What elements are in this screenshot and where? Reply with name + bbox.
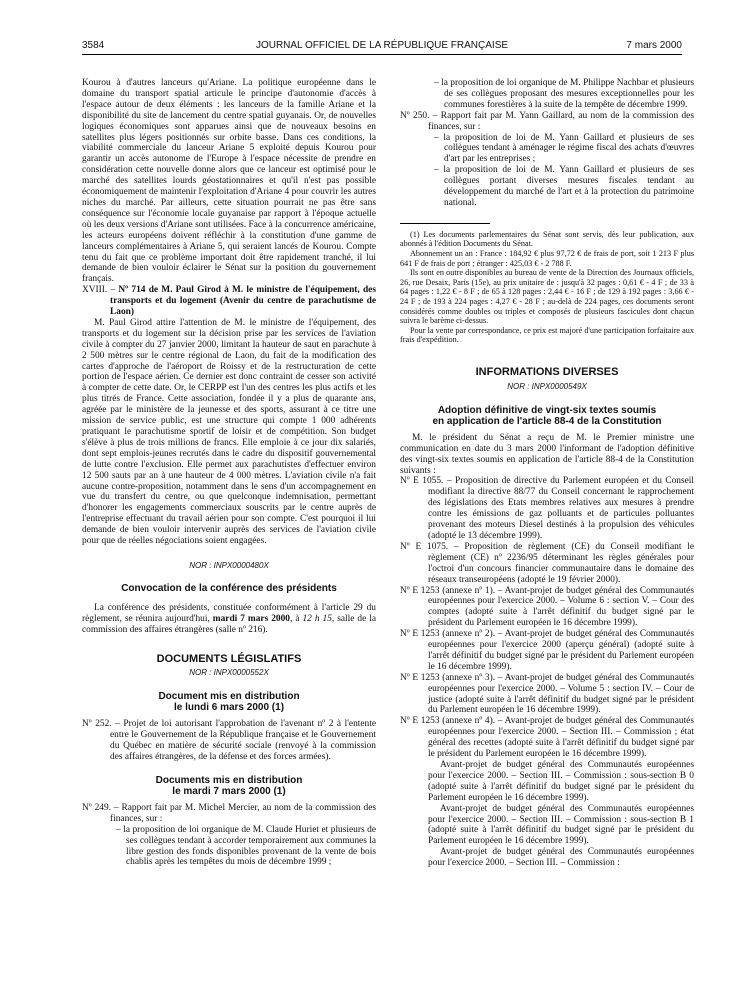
list-item: – la proposition de loi organique de M. Claude Huriet et plusieurs de ses collègues tendant à accorder temporairement aux communes la libre gestion des fonds disponibles provenant de la vente de bois chablis après les tempêtes du mois de décembre 1999 ; [116,824,376,868]
nor-code [82,668,376,679]
footnotes [400,230,694,345]
text-e1253-annex-2: Nº E 1253 (annexe nº 2). – Avant-projet de budget général des Communautés européennes pour l'exercice 2000 (aperçu général) (adopté suite à l'arrêt définitif du budget signé par le président du Parlement européen le 16 décembre 1999). [400,629,694,672]
distribution-heading [82,775,376,797]
footnote-rule [400,223,490,224]
text-e1253-annex-1: Nº E 1253 (annexe nº 1). – Avant-projet de budget général des Communautés européennes pour l'exercice 2000. – Volume 6 : section V. – Cour des comptes (adopté suite à l'arrêt définitif du budget signé par le président du Parlement européen le 16 décembre 1999). [400,585,694,629]
text-e1075: Nº E 1075. – Proposition de règlement (CE) du Conseil modifiant le règlement (CE) nº 2236/95 déterminant les règles générales pour l'octroi d'un concours financier communautaire dans le domaine des réseaux transeuropéens (adopté le 19 février 2000). [400,541,694,585]
list-item: – la proposition de loi de M. Yann Gaillard et plusieurs de ses collègues tendant à aménager le régime fiscal des achats d'œuvres d'art par les entreprises ; [434,132,694,165]
sub-section-continued: Avant-projet de budget général des Communautés européennes pour l'exercice 2000. – Section III. – Commission : [428,847,694,869]
docs-legislatifs-title: DOCUMENTS LÉGISLATIFS [156,652,302,665]
right-column [400,78,694,869]
heading-line: le lundi 6 mars 2000 (1) [173,702,285,714]
left-column [82,78,376,868]
adoption-intro: M. le président du Sénat a reçu de M. le Premier ministre une communication en date du 3 mars 2000 l'informant de l'adoption définitive des vingt-six textes soumis en application de l'article 88-4 de la Constitution suivants : [400,432,694,476]
sub-section-b1: Avant-projet de budget général des Communautés européennes pour l'exercice 2000. – Section III. – Commission : sous-section B 1 (adopté suite à l'arrêt définitif du budget signé par le président du Parlement européen le 16 décembre 1999). [428,803,694,847]
informations-diverses-title: INFORMATIONS DIVERSES [475,366,619,378]
text-e1253-annex-3: Nº E 1253 (annexe nº 3). – Avant-projet de budget général des Communautés européennes pour l'exercice 2000. – Volume 5 : section IV. – Cour de justice (adopté suite à l'arrêt définitif du budget signé par le président du Parlement européen le 16 décembre 1999). [400,672,694,716]
convocation-paragraph [82,603,376,636]
text-e1055: Nº E 1055. – Proposition de directive du Parlement européen et du Conseil modifiant la directive 88/77 du Conseil concernant le rapprochement des législations des Etats membres relatives aux mesures à prendre contre les émissions de gaz polluants et de particules polluantes provenant des moteurs Diesel destinés à la propulsion des véhicules (adopté le 13 décembre 1999). [400,476,694,541]
sub-section-b0: Avant-projet de budget général des Communautés européennes pour l'exercice 2000. – Section III. – Commission : sous-section B 0 (adopté suite à l'arrêt définitif du budget signé par le président du Parlement européen le 16 décembre 1999). [428,760,694,803]
adoption-heading [400,405,694,427]
document-252: Nº 252. – Projet de loi autorisant l'approbation de l'avenant nº 2 à l'entente entre le Gouvernement de la République française et le Gouvernement du Québec en matière de sécurité sociale (renvoyé à la commission des affaires étrangères, de la défense et des forces armées). [82,719,376,763]
issue-date: 7 mars 2000 [626,40,682,51]
text-run: , à [289,613,303,624]
footnote: Ils sont en outre disponibles au bureau de vente de la Direction des Journaux officiels, 26, rue Desaix, Paris (15e), au prix unitaire de : jusqu'à 32 pages : 0,61 € - 4 F ; de 33 à 64 pages : 1,22 € - 8 F ; de 65 à 128 pages : 2,44 € - 16 F ; de 129 à 192 pages : 3,66 € - 24 F ; de 193 à 224 pages : 4,27 € - 28 F ; au-delà de 224 pages, ces documents seront considérés comme doubles ou triples et composés de plusieurs fascicules dont chacun suivra le barème ci-dessus. [400,268,694,326]
meeting-time: 12 h 15 [302,613,332,624]
question-number: XVIII. – [82,285,119,296]
nor-code [400,382,694,393]
heading-line: Adoption définitive de vingt-six textes soumis [437,404,657,416]
text-run: La conférence des présidents, constituée conformément à l'article 29 du règlement, se réunira aujourd'hui, [82,602,376,624]
heading-line: Documents mis en distribution [155,774,303,786]
meeting-date: mardi 7 mars 2000 [212,613,290,624]
question-title: Nº 714 de M. Paul Girod à M. le ministre de l'équipement, des transports et du logement (Avenir du centre de parachutisme de Laon) [110,285,376,318]
question-xviii-heading [82,285,376,318]
text-run: , salle de la commission des affaires étrangères (salle nº 216). [82,613,376,635]
nor-text: NOR : INPX0000552X [189,668,269,678]
heading-line: le mardi 7 mars 2000 (1) [172,785,286,797]
question-xviii-body: M. Paul Girod attire l'attention de M. le ministre de l'équipement, des transports et du logement sur la décision prise par les services de l'aviation civile à compter du 27 janvier 2000, limitant la hauteur de saut en parachute à 2 500 mètres sur le centre régional de Laon, du fait de la modification des cartes d'approche de l'aéroport de Roissy et de la restructuration de cette portion de l'espace aérien. Ce dernier est donc contraint de cesser son activité à compter de cette date. Or, le CERPP est l'un des centres les plus actifs et les plus titrés de France. Cette association, fondée il y a plus de quarante ans, agréée par le ministère de la jeunesse et des sports, assurant à ce titre une mission de service public, est une structure qui compte 1 000 adhérents pratiquant le parachutisme sportif de loisir et de compétition. Son budget s'élève à plus de trois millions de francs. Elle emploie à ce jour dix salariés, dont sept emplois-jeunes recrutés dans le cadre du dispositif gouvernemental de lutte contre l'exclusion. Elle permet aux parachutistes d'effectuer environ 12 500 sauts par an à une hauteur de 4 000 mètres. L'aviation civile n'a fait aucune contre-proposition, notamment dans le sens d'un accompagnement en vue du transfert du centre, ou que quelconque indemnisation, permettant d'honorer les engagements commerciaux souscrits par le centre auprès de l'entreprise effectuant du travail aérien pour son compte. C'est pourquoi il lui demande de bien vouloir intervenir auprès des services de l'aviation civile pour que de réelles négociations soient engagées. [82,317,376,547]
nor-text: NOR : INPX0000480X [189,560,269,570]
nor-code [82,561,376,572]
text-e1253-annex-4: Nº E 1253 (annexe nº 4). – Avant-projet de budget général des Communautés européennes pour l'exercice 2000. – Section III. – Commission ; état général des recettes (adopté suite à l'arrêt définitif du budget signé par le président du Parlement européen le 16 décembre 1999). [400,716,694,760]
document-249: Nº 249. – Rapport fait par M. Michel Mercier, au nom de la commission des finances, sur : [82,802,376,824]
footnote: Pour la vente par correspondance, ce prix est majoré d'une participation forfaitaire aux frais d'expédition. [400,325,694,345]
document-250: Nº 250. – Rapport fait par M. Yann Gaillard, au nom de la commission des finances, sur : [400,110,694,132]
heading-line: en application de l'article 88-4 de la Constitution [432,415,662,427]
distribution-heading [82,691,376,713]
section-heading: Convocation de la conférence des présidents [121,582,337,594]
running-header [82,40,682,55]
nor-text: NOR : INPX0000549X [507,381,587,391]
question-continuation: Kourou à d'autres lanceurs qu'Ariane. La politique européenne dans le domaine du transport spatial articule le principe d'autonomie d'accès à l'espace autour de deux éléments : les lanceurs de la famille Ariane et la disponibilité du site de lancement du centre spatial guyanais. Or, de nouvelles logiques économiques sont apparues ainsi que de nouveaux besoins en satellites plus légers positionnés sur orbite basse. Dans ces conditions, la viabilité commerciale du lanceur Ariane 5 exploité depuis Kourou pour garantir un accès autonome de l'Europe à l'espace nécessite de prendre en considération cette nouvelle donne alors que ce lanceur est optimisé pour le marché des satellites lourds géostationnaires et qu'il n'est pas possible économiquement de maintenir l'exploitation d'Ariane 4 pour couvrir les autres niches du marché. Par ailleurs, cette situation pourrait ne pas être sans conséquence sur l'économie locale guyanaise par rapport à l'époque actuelle où les deux versions d'Ariane sont utilisées. Face à la concurrence américaine, les acteurs européens doivent réfléchir à la constitution d'une gamme de lanceurs complémentaires à Ariane 5, qui seraient lancés de Kourou. Compte tenu du fait que ce problème important doit être rapidement tranché, il lui demande de bien vouloir éclairer le Sénat sur la position du gouvernement français. [82,78,376,285]
footnote: Abonnement un an : France : 184,92 € plus 97,72 € de frais de port, soit 1 213 F plus 641 F de frais de port ; étranger : 425,03 € - 2 788 F. [400,249,694,268]
list-item: – la proposition de loi organique de M. Philippe Nachbar et plusieurs de ses collègues proposant des mesures exceptionnelles pour les communes forestières à la suite de la tempête de décembre 1999. [434,78,694,110]
journal-title: JOURNAL OFFICIEL DE LA RÉPUBLIQUE FRANÇAISE [255,40,509,51]
list-item: – la proposition de loi de M. Yann Gaillard et plusieurs de ses collègues portant diverses mesures fiscales tendant au développement du marché de l'art et à la protection du patrimoine national. [434,165,694,208]
heading-line: Document mis en distribution [158,691,300,703]
footnote: (1) Les documents parlementaires du Sénat sont servis, dès leur publication, aux abonnés à l'édition Documents du Sénat. [400,229,694,249]
page-number: 3584 [82,40,105,51]
